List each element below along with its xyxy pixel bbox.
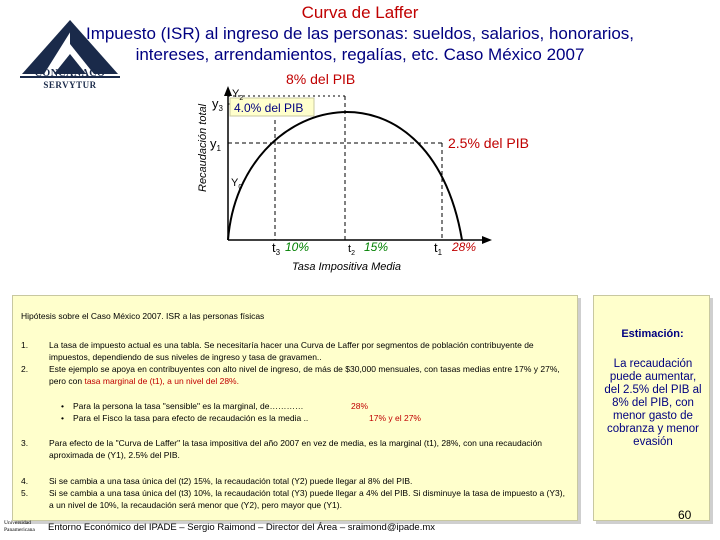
hypothesis-heading: Hipótesis sobre el Caso México 2007. ISR a las personas físicas <box>21 311 265 321</box>
tick-t1: $t_1$ <box>434 240 443 257</box>
item-number: 3. <box>21 438 29 448</box>
item-text: Si se cambia a una tasa única del (t2) 15%, la recaudación total (Y2) puede llegar al 8% del PIB. <box>49 476 413 486</box>
logo-text-concanaco: CONCANACO <box>34 68 106 79</box>
item-number: 4. <box>21 476 29 486</box>
tick-t1-pct: 28% <box>452 240 477 254</box>
item-text: Si se cambia a una tasa única del (t3) 10%, la recaudación total (Y3) puede llegar a 4% del PIB. Si disminuye la tasa de impuesto a (Y3), a un nivel de 10%, la recaudación será menor que (Y2), pero mayor que (Y1). <box>49 488 565 510</box>
item-text-main: Este ejemplo se apoya en contribuyentes con alto nivel de ingreso, de más de $30,000 mensuales, con tasas medias entre 17% y 27%, pero con <box>49 364 560 386</box>
title-line-1: Curva de Laffer <box>301 3 419 22</box>
item-text: Para efecto de la "Curva de Laffer" la tasa impositiva del año 2007 en vez de media, es la marginal (t1), 28%, con una recaudación aproximada de (Y1), 2.5% del PIB. <box>49 438 543 460</box>
bullet-text: Para el Fisco la tasa para efecto de recaudación es la media .. <box>73 413 309 423</box>
estimation-heading: Estimación: <box>621 328 684 340</box>
tick-y2: $Y_2$ <box>232 88 244 102</box>
label-8-pib: 8% del PIB <box>286 71 356 87</box>
x-axis-arrow <box>482 236 492 244</box>
estimation-box <box>593 295 710 521</box>
hypothesis-box <box>12 295 578 521</box>
item-text: La tasa de impuesto actual es una tabla. Se necesitaría hacer una Curva de Laffer por segmentos de población contribuyente de impuestos, dependiendo de sus niveles de ingreso y tasa de gravamen.. <box>49 340 534 362</box>
bullet-value: 17% y el 27% <box>369 413 421 423</box>
bullet-dot: • <box>61 413 64 423</box>
item-number: 2. <box>21 364 29 374</box>
logo-text-servytur: SERVYTUR <box>43 80 97 90</box>
footer-text: Entorno Económico del IPADE – Sergio Raimond – Director del Área – sraimond@ipade.mx <box>48 522 436 533</box>
tick-y1: $y_1$ <box>210 136 221 153</box>
bullet-text: Para la persona la tasa "sensible" es la marginal, de………… <box>73 401 304 411</box>
y-axis-label: Recaudación total <box>197 103 209 192</box>
label-2-5-pib: 2.5% del PIB <box>448 135 529 151</box>
y-axis-arrow <box>224 86 232 96</box>
item-text <box>49 363 569 387</box>
item-text-highlight: tasa marginal de (t1), a un nivel del 28%. <box>84 376 239 386</box>
x-axis-label: Tasa Impositiva Media <box>292 261 402 273</box>
tick-y0: $Y_0$ <box>231 177 243 191</box>
item-number: 1. <box>21 340 29 350</box>
title-line-3: intereses, arrendamientos, regalías, etc. Caso México 2007 <box>135 45 585 64</box>
tick-t3-pct: 10% <box>285 240 310 254</box>
bullet-dot: • <box>61 401 64 411</box>
item-number: 5. <box>21 488 29 498</box>
tick-t3: $t_3$ <box>272 240 281 257</box>
estimation-text: La recaudación puede aumentar, del 2.5% del PIB al 8% del PIB, con menor gasto de cobranza y menor evasión <box>604 358 702 448</box>
title-line-2: Impuesto (ISR) al ingreso de las personas: sueldos, salarios, honorarios, <box>85 24 635 43</box>
footer-university: Universidad Panamericana <box>4 520 35 533</box>
tick-t2-pct: 15% <box>364 240 389 254</box>
page-number: 60 <box>678 508 692 522</box>
label-4-pib: 4.0% del PIB <box>234 101 304 115</box>
tick-y3: $y_3$ <box>212 96 223 113</box>
bullet-value: 28% <box>351 401 369 411</box>
tick-t2: $t_2$ <box>348 243 355 257</box>
